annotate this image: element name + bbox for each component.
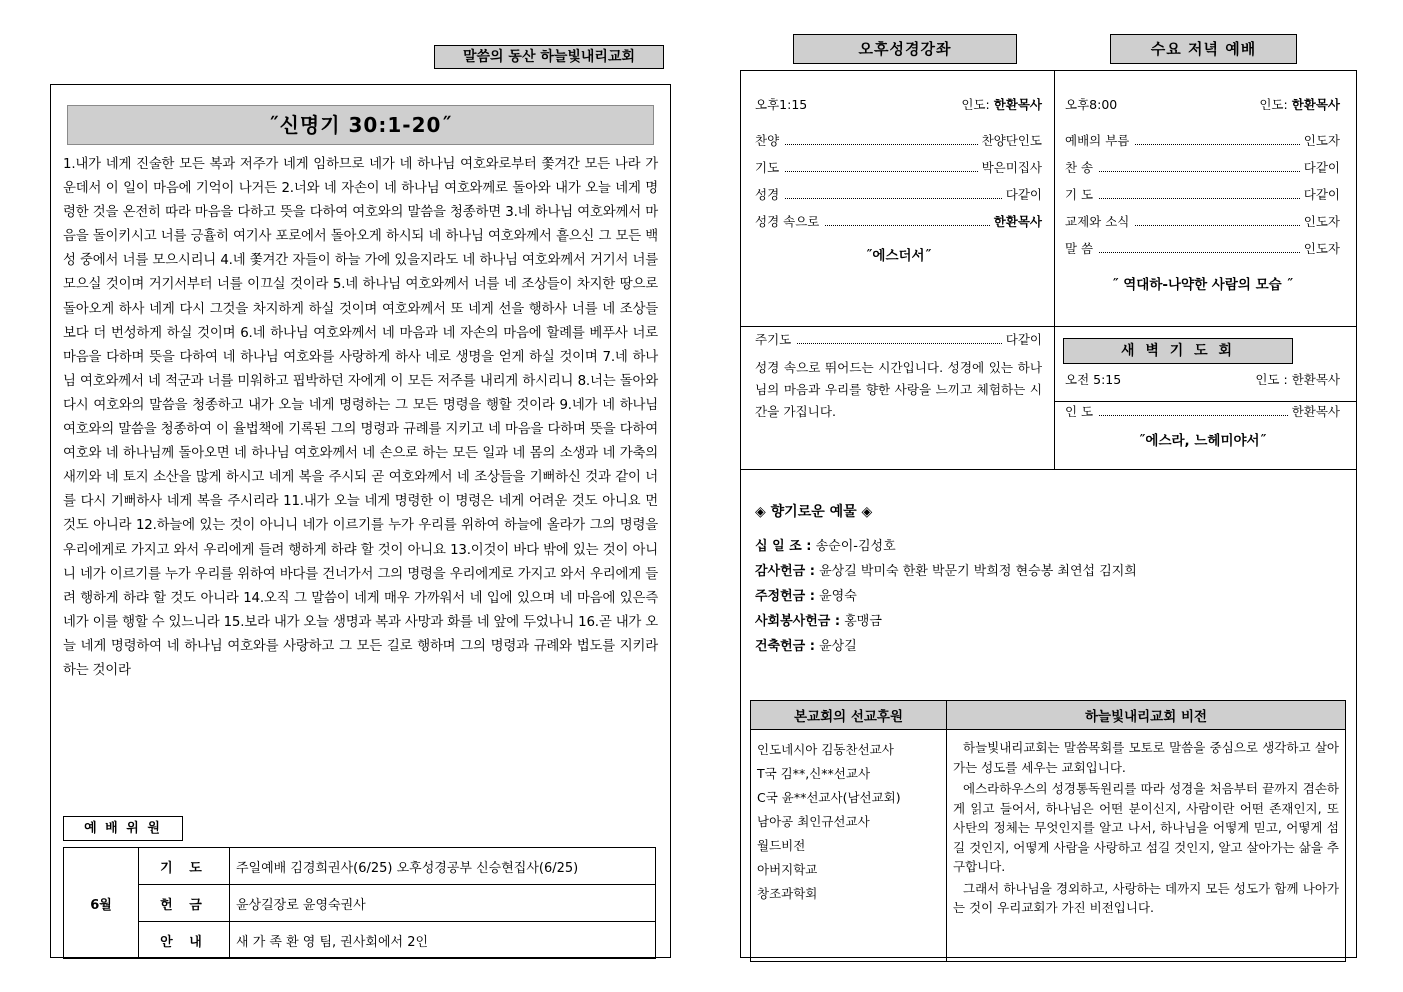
order-row: [1065, 185, 1340, 203]
order-key: 인 도: [1065, 404, 1094, 419]
offering-label: 주정헌금 :: [755, 589, 815, 604]
order-value: 한환목사: [1291, 404, 1340, 419]
wednesday-leader-label: 인도:: [1259, 97, 1288, 112]
wednesday-leader: [1259, 95, 1340, 113]
dot-leader: [785, 161, 977, 172]
list-item: 인도네시아 김동찬선교사: [757, 742, 894, 757]
dot-leader: [1099, 242, 1300, 253]
table-row: [751, 701, 1346, 730]
order-value: 인도자: [1303, 241, 1340, 256]
dawn-leader-label: 인도 :: [1255, 372, 1288, 387]
offering-item: [755, 584, 1335, 609]
afternoon-closing-panel: [755, 330, 1042, 423]
order-value: 인도자: [1303, 214, 1340, 229]
offering-heading: ◈ 향기로운 예물 ◈: [755, 504, 873, 520]
vision-cell: [947, 730, 1346, 962]
wednesday-time: 오후8:00: [1065, 97, 1118, 112]
order-row: [755, 158, 1042, 176]
dawn-time: 오전 5:15: [1065, 372, 1122, 387]
offering-label: 감사헌금 :: [755, 564, 815, 579]
vision-paragraph: 에스라하우스의 성경통독원리를 따라 성경을 처음부터 끝까지 겸손하게 읽고 들어서, 하나님은 어떤 분이신지, 사람이란 어떤 존재인지, 또 사탄의 정체는 무엇인지를 알고 나서, 하나님을 어떻게 믿고, 어떻게 섬길 것인지, 어떻게 사람을 사랑하고 섬길 것인지, 알고 살아가는 삶을 추구합니다.: [953, 781, 1339, 874]
order-value: 다같이: [1303, 187, 1340, 202]
tab-afternoon-bible-class: 오후성경강좌: [793, 34, 1017, 64]
afternoon-leader: [961, 95, 1042, 113]
divider-vertical: [1054, 71, 1055, 469]
tab-wednesday-evening-service: 수요 저녁 예배: [1110, 34, 1297, 64]
offering-item: [755, 609, 1335, 634]
list-item: 월드비전: [757, 838, 806, 853]
duty-table: [63, 847, 656, 959]
duty-key: 안 내: [139, 922, 230, 959]
offering-value: 윤영숙: [819, 589, 857, 604]
dawn-leader-name: 한환목사: [1291, 372, 1340, 387]
mission-vision-table: [750, 700, 1346, 962]
order-value: 한환목사: [993, 214, 1042, 229]
duty-value: 윤상길장로 윤영숙권사: [230, 885, 656, 922]
dot-leader: [797, 333, 1002, 344]
vision-paragraph: 그래서 하나님을 경외하고, 사랑하는 데까지 모든 성도가 함께 나아가는 것이 우리교회가 가진 비전입니다.: [953, 880, 1339, 915]
dot-leader: [1099, 405, 1288, 416]
offering-item: [755, 534, 1335, 559]
offering-item: [755, 559, 1335, 584]
duty-month: 6월: [64, 848, 139, 959]
vision-header: 하늘빛내리교회 비전: [947, 701, 1346, 730]
order-row: [755, 330, 1042, 348]
order-value: 인도자: [1303, 133, 1340, 148]
mission-header: 본교회의 선교후원: [751, 701, 947, 730]
order-row: [1065, 212, 1340, 230]
offering-section: [755, 500, 1335, 659]
dawn-leader: [1255, 370, 1340, 388]
offering-value: 홍맹금: [844, 614, 882, 629]
wednesday-sermon-title: ˝ 역대하-나약한 사람의 모습 ˝: [1111, 277, 1294, 293]
divider-horizontal: [741, 326, 1054, 327]
afternoon-leader-name: 한환목사: [993, 97, 1042, 112]
list-item: 아버지학교: [757, 862, 818, 877]
afternoon-service-panel: [755, 95, 1042, 264]
order-value: 다같이: [1005, 332, 1042, 347]
order-key: 예배의 부름: [1065, 133, 1130, 148]
left-content-box: [50, 84, 671, 958]
order-key: 교제와 소식: [1065, 214, 1130, 229]
dot-leader: [1135, 215, 1299, 226]
order-key: 성경: [755, 187, 780, 202]
list-item: T국 김**,신**선교사: [757, 766, 871, 781]
list-item: C국 윤**선교사(남선교회): [757, 790, 901, 805]
order-value: 박은미집사: [981, 160, 1042, 175]
dawn-sermon-title: ˝에스라, 느헤미야서˝: [1138, 433, 1267, 449]
afternoon-time: 오후1:15: [755, 97, 808, 112]
dot-leader: [1099, 188, 1300, 199]
scripture-text: 1.내가 네게 진술한 모든 복과 저주가 네게 임하므로 네가 네 하나님 여호와로부터 쫓겨간 모든 나라 가운데서 이 일이 마음에 기억이 나거든 2.너와 네 자손이 네 하나님 여호와께로 돌아와 내가 오늘 네게 명령한 것을 온전히 따라 마음을 다하고 뜻을 다하여 여호와의 말씀을 청종하면 3.네 하나님 여호와께서 마음을 돌이키시고 너를 긍휼히 여기사 포로에서 돌아오게 하시되 네 하나님 여호와께서 흩으신 그 모든 백성 중에서 너를 모으시리니 4.네 쫓겨간 자들이 하늘 가에 있을지라도 네 하나님 여호와께서 거기서 너를 모으실 것이며 거기서부터 너를 이끄실 것이라 5.네 하나님 여호와께서 너를 네 조상들이 차지한 땅으로 돌아오게 하사 네게 다시 그것을 차지하게 하실 것이며 여호와께서 또 네게 선을 행하사 너를 네 조상들보다 더 번성하게 하실 것이며 6.네 하나님 여호와께서 네 마음과 네 자손의 마음에 할례를 베푸사 너로 마음을 다하며 뜻을 다하여 네 하나님 여호와를 사랑하게 하사 네로 생명을 얻게 하실 것이며 7.네 하나님 여호와께서 네 적군과 너를 미워하고 핍박하던 자에게 이 모든 저주를 내리게 하시리니 8.너는 돌아와 다시 여호와의 말씀을 청종하고 내가 오늘 네게 명령하는 그 모든 명령을 행할 것이라 9.네가 네 하나님 여호와의 말씀을 청종하여 이 율법책에 기록된 그의 명령과 규례를 지키고 네 마음을 다하며 뜻을 다하여 여호와 네 하나님께 돌아오면 네 하나님 여호와께서 네 손으로 하는 모든 일과 네 몸의 소생과 네 가축의 새끼와 네 토지 소산을 많게 하시고 네게 복을 주시되 곧 여호와께서 네 조상들을 기뻐하신 것과 같이 너를 다시 기뻐하사 네게 복을 주시리라 11.내가 오늘 네게 명령한 이 명령은 네게 어려운 것도 아니요 먼 것도 아니라 12.하늘에 있는 것이 아니니 네가 이르기를 누가 우리를 위하여 하늘에 올라가 그의 명령을 우리에게로 가지고 와서 우리에게 들려 행하게 하랴 할 것이 아니요 13.이것이 바다 밖에 있는 것이 아니니 네가 이르기를 누가 우리를 위하여 바다를 건너가서 그의 명령을 우리에게로 가지고 와서 우리에게 들려 행하게 하랴 할 것도 아니라 14.오직 그 말씀이 네게 매우 가까워서 네 입에 있으며 네 마음에 있은즉 네가 이를 행할 수 있느니라 15.보라 내가 오늘 생명과 복과 사망과 화를 네 앞에 두었나니 16.곧 내가 오늘 네게 명령하여 네 하나님 여호와를 사랑하고 그 모든 길로 행하며 그의 명령과 규례와 법도를 지키라 하는 것이라: [63, 157, 658, 678]
table-row: [64, 885, 656, 922]
dot-leader: [825, 215, 989, 226]
order-key: 찬양: [755, 133, 780, 148]
offering-item: [755, 634, 1335, 659]
offering-label: 십 일 조 :: [755, 539, 812, 554]
dot-leader: [1099, 161, 1300, 172]
sermon-title: ˝신명기 30:1-20˝: [67, 105, 654, 145]
order-value: 찬양단인도: [981, 133, 1042, 148]
afternoon-note: 성경 속으로 뛰어드는 시간입니다. 성경에 있는 하나님의 마음과 우리를 향한 사랑을 느끼고 체험하는 시간을 가집니다.: [755, 360, 1042, 419]
order-key: 주기도: [755, 332, 792, 347]
afternoon-sermon-title: ˝에스더서˝: [865, 248, 932, 264]
dawn-prayer-panel: [1065, 370, 1340, 449]
dot-leader: [785, 134, 977, 145]
duty-key: 기 도: [139, 848, 230, 885]
vision-text: [953, 738, 1339, 918]
wednesday-service-panel: [1065, 95, 1340, 293]
table-row: [751, 730, 1346, 962]
order-key: 성경 속으로: [755, 214, 820, 229]
list-item: 남아공 최인규선교사: [757, 814, 870, 829]
order-row: [1065, 131, 1340, 149]
order-key: 기 도: [1065, 187, 1094, 202]
order-value: 다같이: [1005, 187, 1042, 202]
offering-value: 윤상길: [819, 639, 857, 654]
wednesday-leader-name: 한환목사: [1291, 97, 1340, 112]
table-row: [64, 922, 656, 959]
offering-label: 사회봉사헌금 :: [755, 614, 841, 629]
worship-staff-label: 예 배 위 원: [63, 816, 183, 841]
vision-paragraph: 하늘빛내리교회는 말씀목회를 모토로 말씀을 중심으로 생각하고 살아가는 성도를 세우는 교회입니다.: [953, 740, 1339, 775]
order-row: [1065, 239, 1340, 257]
offering-value: 송순이-김성호: [815, 539, 896, 554]
offering-label: 건축헌금 :: [755, 639, 815, 654]
order-key: 말 씀: [1065, 241, 1094, 256]
list-item: 창조과학회: [757, 886, 818, 901]
dot-leader: [785, 188, 1002, 199]
divider-horizontal: [741, 469, 1356, 470]
afternoon-leader-label: 인도:: [961, 97, 990, 112]
duty-key: 헌 금: [139, 885, 230, 922]
order-value: 다같이: [1303, 160, 1340, 175]
order-key: 찬 송: [1065, 160, 1094, 175]
afternoon-time-leader: [755, 95, 1042, 113]
divider-horizontal: [1054, 326, 1356, 327]
mission-list: [757, 738, 940, 906]
order-row: [1065, 158, 1340, 176]
mission-cell: [751, 730, 947, 962]
order-key: 기도: [755, 160, 780, 175]
order-row: [755, 185, 1042, 203]
table-row: [64, 848, 656, 885]
left-header-banner: 말씀의 동산 하늘빛내리교회: [434, 45, 664, 69]
wednesday-time-leader: [1065, 95, 1340, 113]
dawn-prayer-title: 새 벽 기 도 회: [1063, 338, 1293, 364]
offering-value: 윤상길 박미숙 한환 박문기 박희정 현승봉 최연섭 김지희: [819, 564, 1137, 579]
dot-leader: [1135, 134, 1299, 145]
dawn-time-leader: [1065, 370, 1340, 388]
duty-value: 주일예배 김경희권사(6/25) 오후성경공부 신승현집사(6/25): [230, 848, 656, 885]
duty-value: 새 가 족 환 영 팀, 권사회에서 2인: [230, 922, 656, 959]
order-row: [755, 131, 1042, 149]
order-row: [1065, 402, 1340, 420]
order-row: [755, 212, 1042, 230]
